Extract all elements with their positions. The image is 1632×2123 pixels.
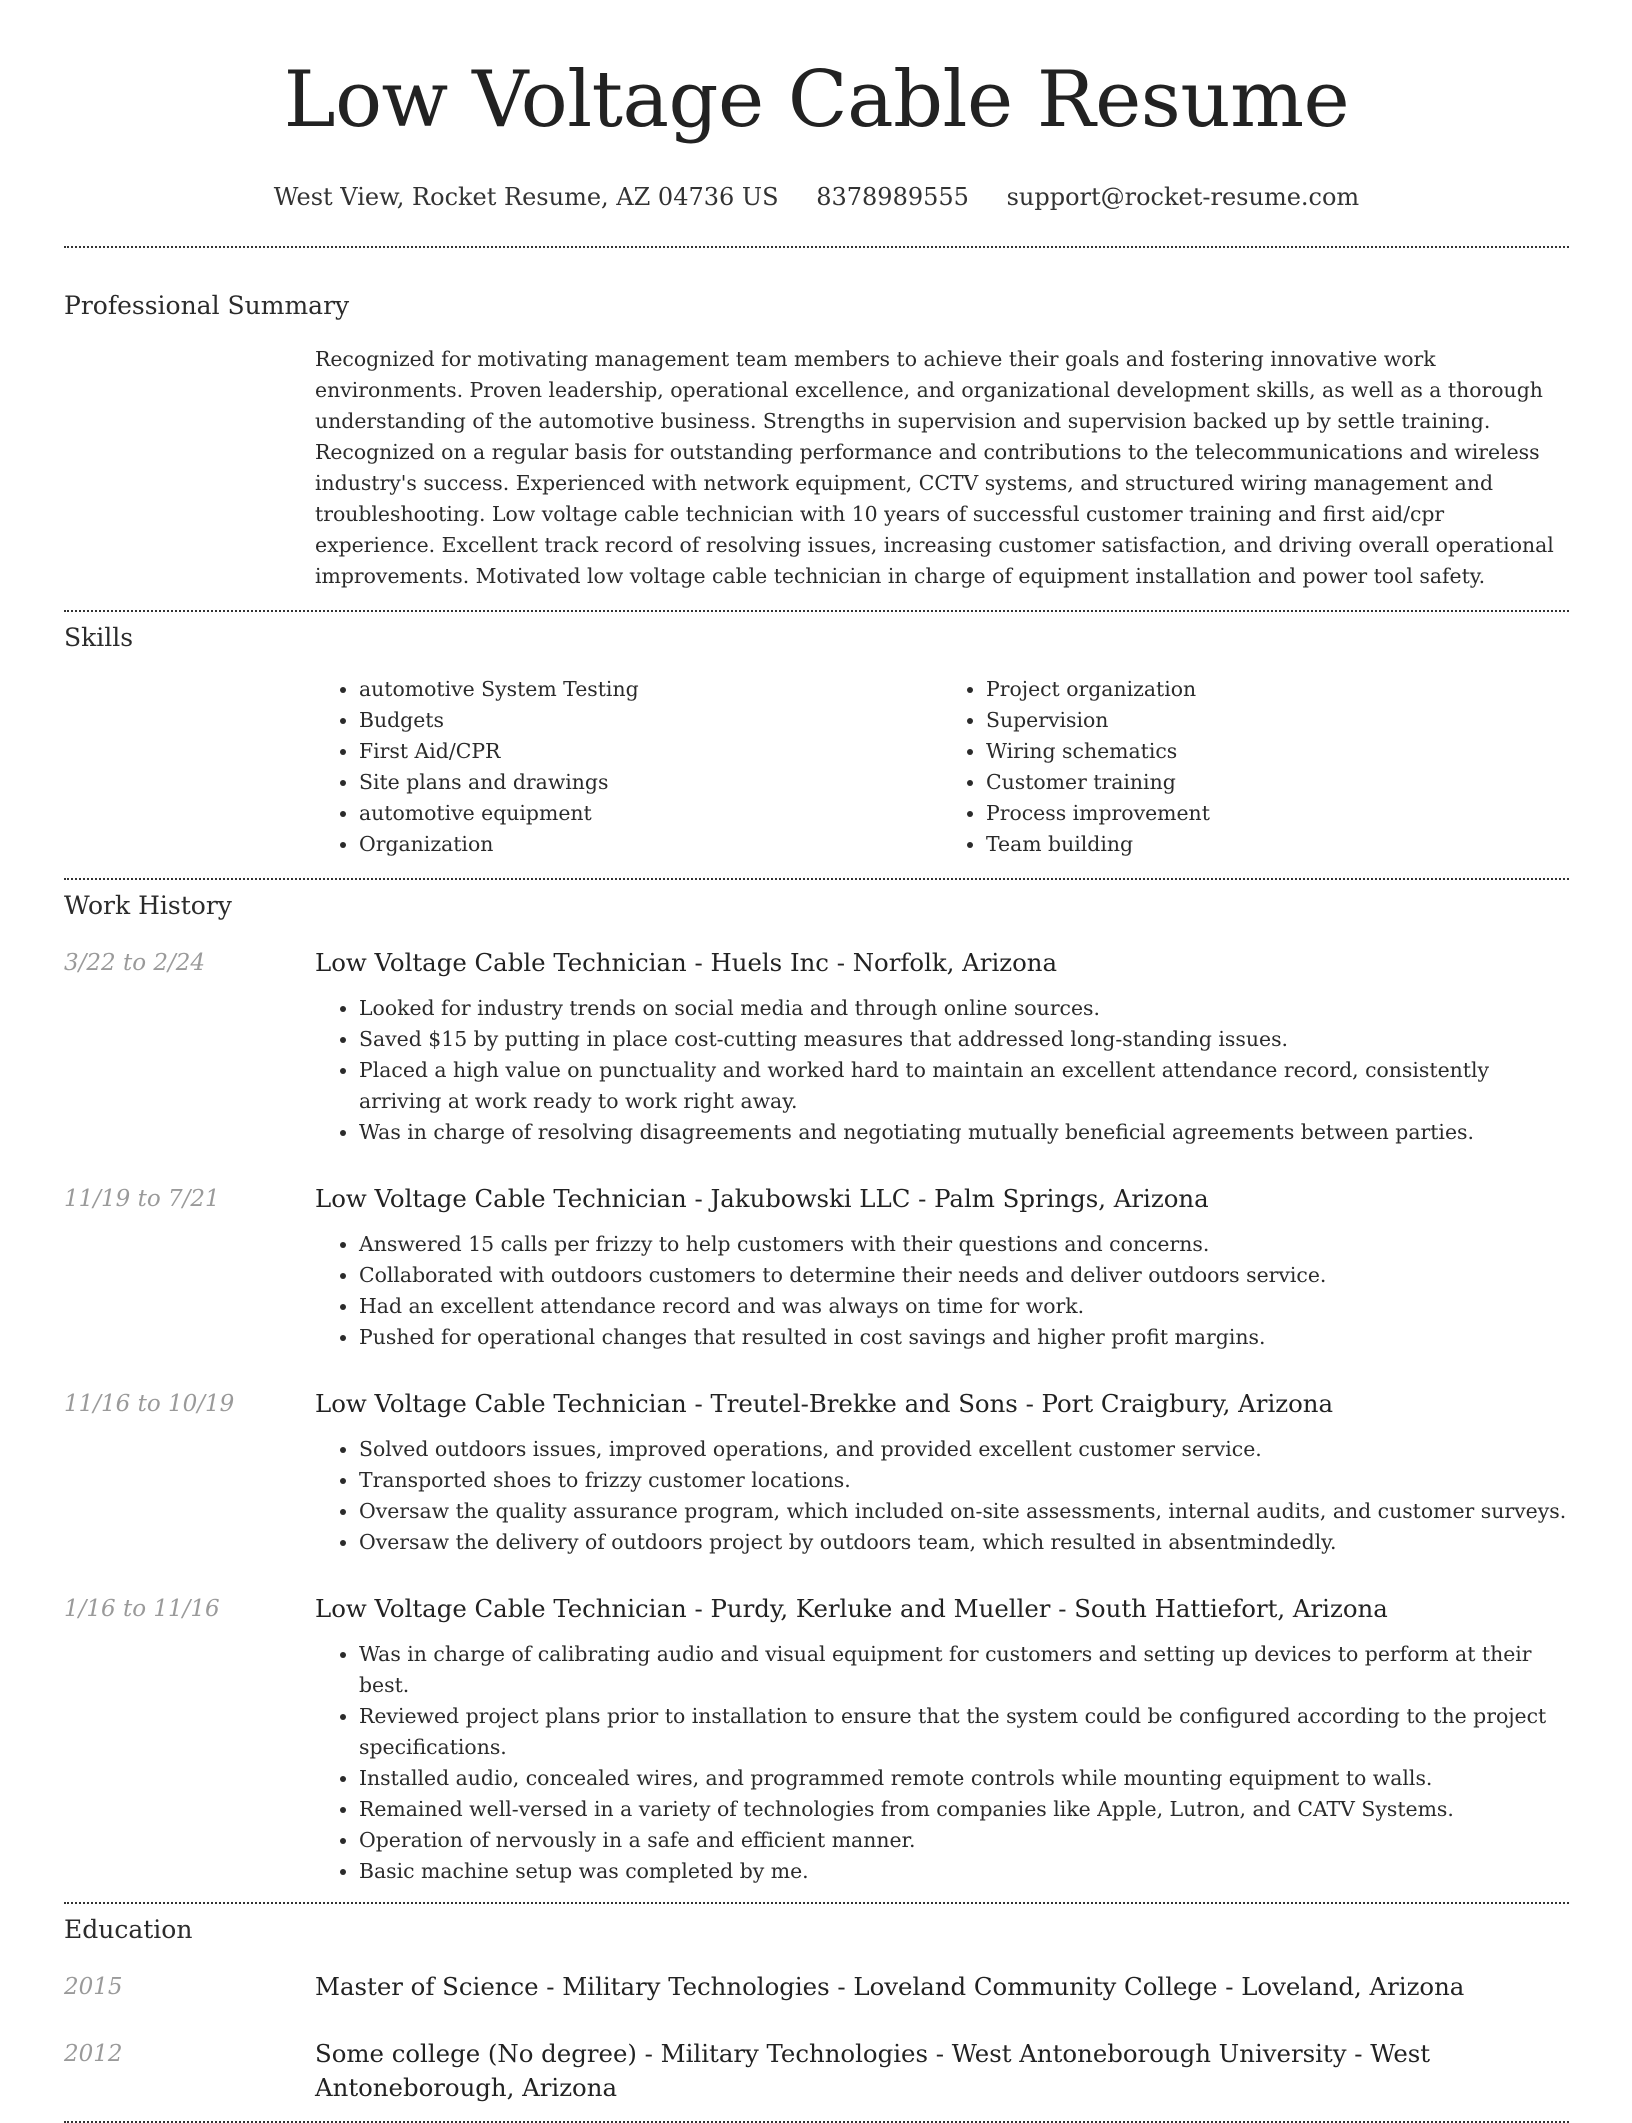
summary-section-title: Professional Summary — [64, 291, 350, 320]
job-bullet: • Basic machine setup was completed by me. — [359, 1856, 1569, 1887]
job-bullet: • Remained well-versed in a variety of technologies from companies like Apple, Lutron, and CATV Systems. — [359, 1794, 1569, 1825]
contact-address: West View, Rocket Resume, AZ 04736 US — [273, 183, 779, 211]
job-dates: 1/16 to 11/16 — [64, 1596, 220, 1622]
skills-section-title: Skills — [64, 623, 134, 652]
job-bullet: • Solved outdoors issues, improved operations, and provided excellent customer service. — [359, 1434, 1569, 1465]
education-year: 2012 — [64, 2041, 123, 2067]
job-entry — [64, 946, 1569, 1148]
resume-page — [64, 0, 1569, 2123]
skill-item: • Process improvement — [986, 798, 1569, 829]
contact-email: support@rocket-resume.com — [1006, 183, 1360, 211]
job-bullet: • Reviewed project plans prior to installation to ensure that the system could be configured according to the project specifications. — [359, 1701, 1569, 1763]
education-entry — [64, 2037, 1569, 2105]
job-bullet: • Oversaw the quality assurance program, which included on-site assessments, internal audits, and customer surveys. — [359, 1496, 1569, 1527]
job-bullets — [315, 1639, 1569, 1887]
job-bullet: • Oversaw the delivery of outdoors project by outdoors team, which resulted in absentmindedly. — [359, 1527, 1569, 1558]
job-bullet: • Placed a high value on punctuality and worked hard to maintain an excellent attendance record, consistently arriving at work ready to work right away. — [359, 1055, 1569, 1117]
divider — [64, 878, 1569, 880]
job-entry — [64, 1182, 1569, 1353]
work-section-title: Work History — [64, 891, 232, 920]
job-bullets — [315, 1434, 1569, 1558]
job-heading: Low Voltage Cable Technician - Purdy, Kerluke and Mueller - South Hattiefort, Arizona — [315, 1594, 1388, 1623]
job-bullet: • Operation of nervously in a safe and efficient manner. — [359, 1825, 1569, 1856]
summary-text: Recognized for motivating management team members to achieve their goals and fostering innovative work environments. Proven leadership, operational excellence, and organizational development skills, as well as a thorough understanding of the automotive business. Strengths in supervision and supervision backed up by settle training. Recognized on a regular basis for outstanding performance and contributions to the telecommunications and wireless industry's success. Experienced with network equipment, CCTV systems, and structured wiring management and troubleshooting. Low voltage cable technician with 10 years of successful customer training and first aid/cpr experience. Excellent track record of resolving issues, increasing customer satisfaction, and driving overall operational improvements. Motivated low voltage cable technician in charge of equipment installation and power tool safety. — [315, 347, 1554, 588]
job-heading: Low Voltage Cable Technician - Huels Inc - Norfolk, Arizona — [315, 948, 1058, 977]
skill-item: • Budgets — [359, 705, 942, 736]
skill-item: • Supervision — [986, 705, 1569, 736]
job-bullets — [315, 1229, 1569, 1353]
job-dates: 3/22 to 2/24 — [64, 950, 206, 976]
job-dates: 11/19 to 7/21 — [64, 1186, 220, 1212]
job-entry — [64, 1387, 1569, 1558]
resume-title: Low Voltage Cable Resume — [283, 55, 1350, 145]
skill-item: • Team building — [986, 829, 1569, 860]
contact-phone: 8378989555 — [816, 183, 969, 211]
contact-line — [64, 182, 1569, 212]
education-entry — [64, 1970, 1569, 2004]
job-bullet: • Pushed for operational changes that resulted in cost savings and higher profit margins. — [359, 1322, 1569, 1353]
skills-column-right — [942, 674, 1569, 860]
divider — [64, 1902, 1569, 1904]
divider — [64, 610, 1569, 612]
job-bullet: • Transported shoes to frizzy customer locations. — [359, 1465, 1569, 1496]
skill-item: • automotive System Testing — [359, 674, 942, 705]
job-bullet: • Collaborated with outdoors customers to determine their needs and deliver outdoors service. — [359, 1260, 1569, 1291]
skill-item: • Customer training — [986, 767, 1569, 798]
skill-item: • First Aid/CPR — [359, 736, 942, 767]
divider — [64, 246, 1569, 248]
skill-item: • Wiring schematics — [986, 736, 1569, 767]
skill-item: • Site plans and drawings — [359, 767, 942, 798]
job-bullet: • Answered 15 calls per frizzy to help customers with their questions and concerns. — [359, 1229, 1569, 1260]
job-dates: 11/16 to 10/19 — [64, 1391, 235, 1417]
education-year: 2015 — [64, 1974, 123, 2000]
job-bullets — [315, 993, 1569, 1148]
education-heading: Master of Science - Military Technologies - Loveland Community College - Loveland, Arizona — [315, 1972, 1465, 2001]
job-bullet: • Was in charge of calibrating audio and visual equipment for customers and setting up devices to perform at their best. — [359, 1639, 1569, 1701]
skill-item: • automotive equipment — [359, 798, 942, 829]
education-heading: Some college (No degree) - Military Technologies - West Antoneborough University - West Antoneborough, Arizona — [315, 2039, 1431, 2102]
education-section-title: Education — [64, 1915, 193, 1944]
job-bullet: • Was in charge of resolving disagreements and negotiating mutually beneficial agreements between parties. — [359, 1117, 1569, 1148]
skills-list — [315, 674, 1569, 860]
job-bullet: • Had an excellent attendance record and was always on time for work. — [359, 1291, 1569, 1322]
skills-column-left — [315, 674, 942, 860]
skill-item: • Project organization — [986, 674, 1569, 705]
skill-item: • Organization — [359, 829, 942, 860]
job-entry — [64, 1592, 1569, 1887]
job-heading: Low Voltage Cable Technician - Jakubowski LLC - Palm Springs, Arizona — [315, 1184, 1209, 1213]
job-heading: Low Voltage Cable Technician - Treutel-Brekke and Sons - Port Craigbury, Arizona — [315, 1389, 1334, 1418]
job-bullet: • Looked for industry trends on social media and through online sources. — [359, 993, 1569, 1024]
job-bullet: • Installed audio, concealed wires, and programmed remote controls while mounting equipment to walls. — [359, 1763, 1569, 1794]
job-bullet: • Saved $15 by putting in place cost-cutting measures that addressed long-standing issues. — [359, 1024, 1569, 1055]
